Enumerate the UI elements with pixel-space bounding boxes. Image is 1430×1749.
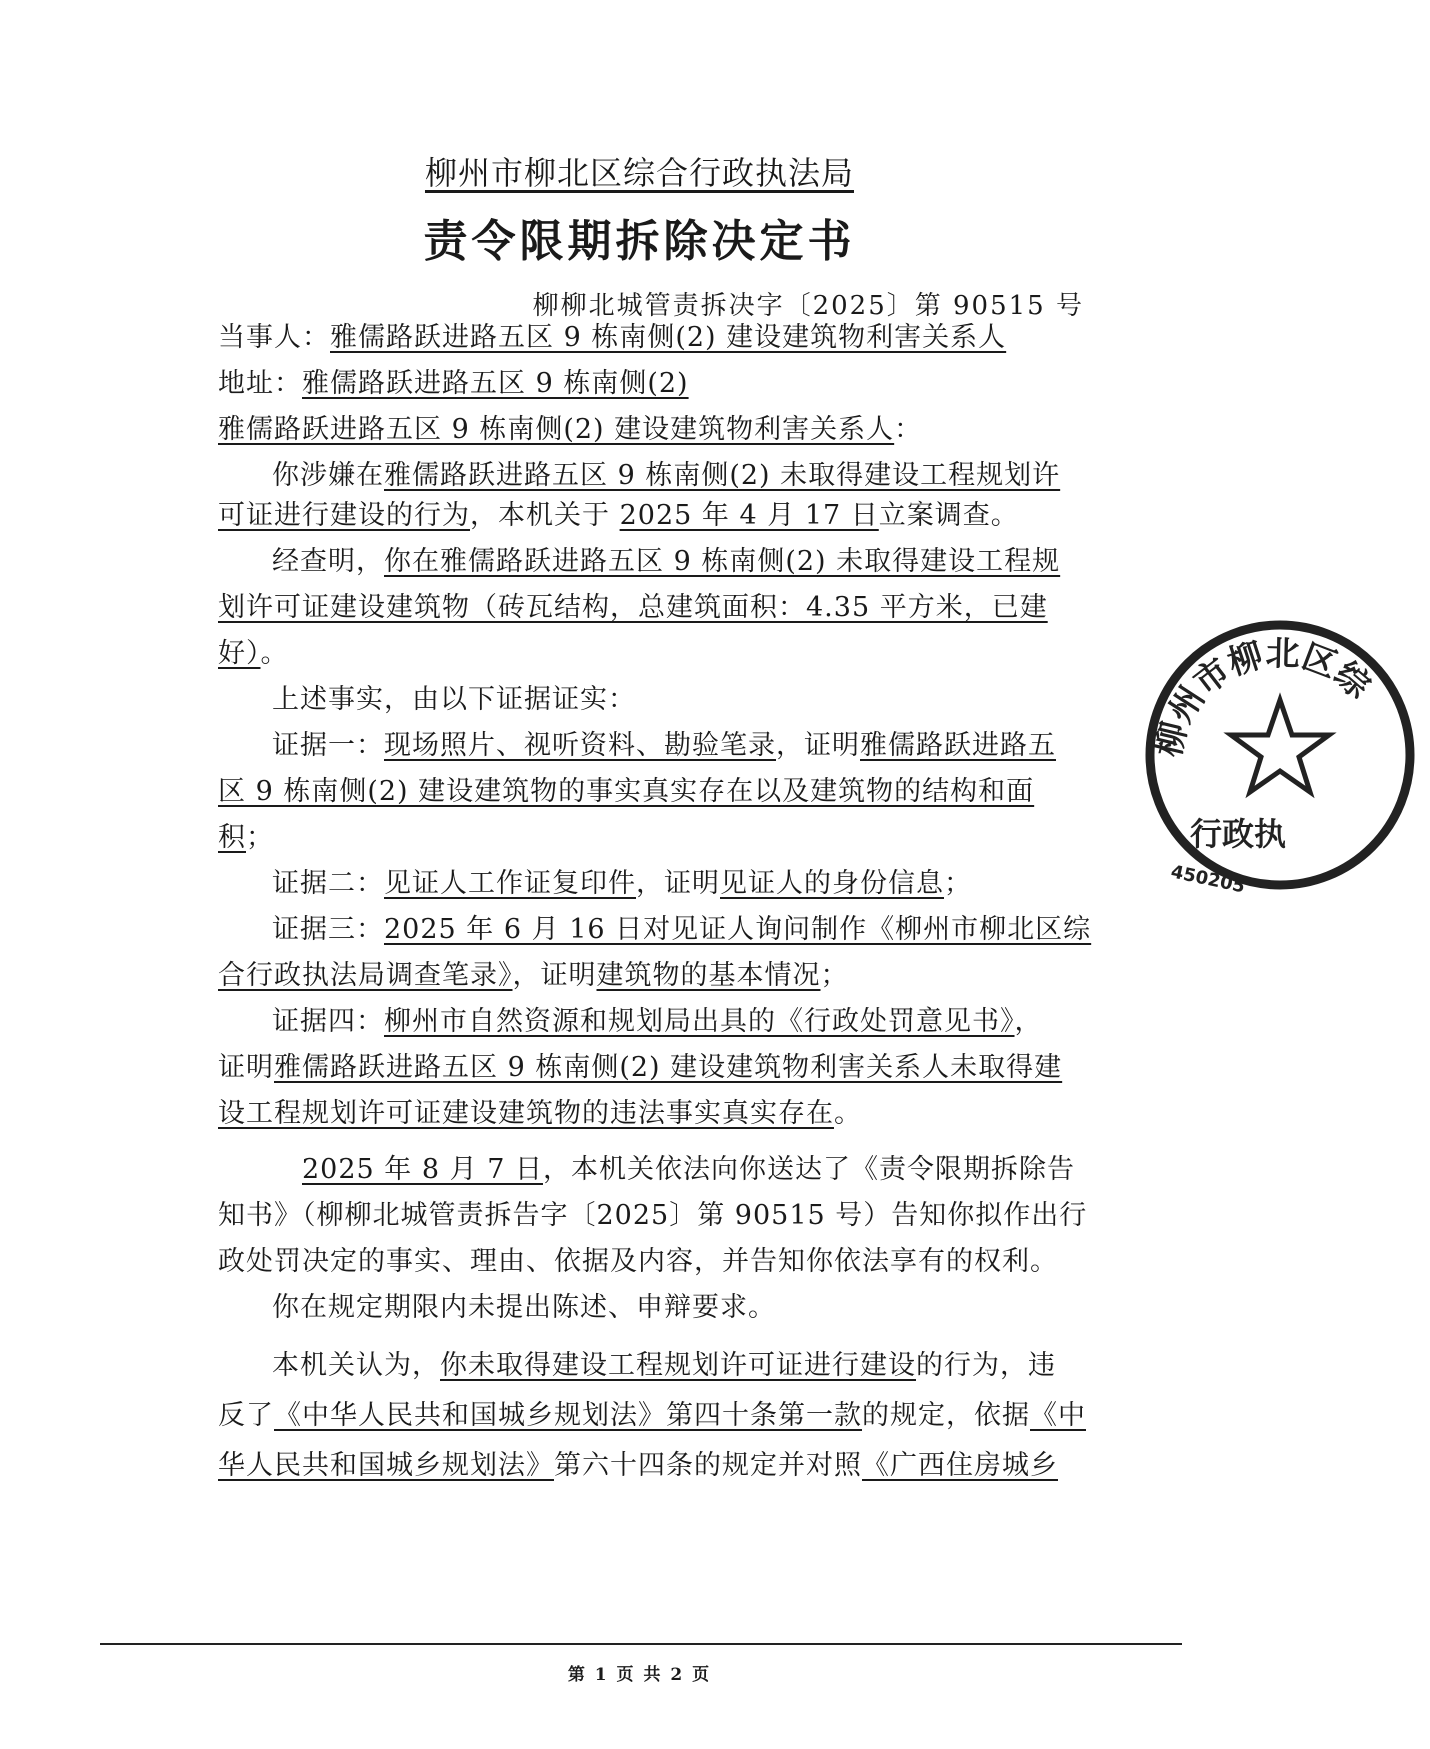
addressee: 雅儒路跃进路五区 9 栋南侧(2) 建设建筑物利害关系人	[218, 414, 895, 445]
agency-name: 柳州市柳北区综合行政执法局	[424, 154, 854, 192]
text-run: 证明	[218, 1052, 274, 1083]
text-run: 2025 年 8 月 7 日	[302, 1154, 543, 1185]
evidence-1-line-2	[218, 772, 1078, 812]
text-run: 你在规定期限内未提出陈述、申辩要求。	[272, 1292, 776, 1323]
evidence-1-line-3	[218, 818, 1078, 858]
text-run: ，本机关依法向你送达了《责令限期拆除告	[542, 1154, 1075, 1185]
text-run: 合行政执法局调查笔录》	[218, 960, 513, 991]
addressee-colon: ：	[894, 414, 923, 445]
evidence-4-line-2	[218, 1048, 1078, 1088]
text-run: 华人民共和国城乡规划法》	[218, 1450, 554, 1481]
text-run: 设工程规划许可证建设建筑物的违法事实真实存在	[218, 1098, 834, 1129]
text-run: 2025 年 4 月 17 日	[619, 500, 879, 531]
seal-top-text-value: 柳州市柳北区综	[1148, 633, 1378, 761]
text-run: 雅儒路跃进路五区 9 栋南侧(2) 未取得建设工程规划许	[384, 460, 1061, 491]
text-run: 证据二：	[272, 868, 384, 899]
text-run: 的规定，依据	[862, 1400, 1030, 1431]
paragraph-6-line-1	[218, 1346, 1132, 1386]
text-run: 的行为，违	[916, 1350, 1056, 1381]
text-run: 证据三：	[272, 914, 384, 945]
address-label: 地址：	[218, 368, 302, 399]
text-run: 见证人工作证复印件	[384, 868, 636, 899]
text-run: 区 9 栋南侧(2) 建设建筑物的事实真实存在以及建筑物的结构和面	[218, 776, 1035, 807]
paragraph-2-line-1	[218, 542, 1132, 582]
official-seal	[1130, 605, 1430, 905]
text-run: ，证明	[636, 868, 720, 899]
paragraph-4-line-1	[218, 1150, 1162, 1190]
evidence-2	[218, 864, 1132, 904]
text-run: 《中华人民共和国城乡规划法》第四十条第一款	[274, 1400, 862, 1431]
text-run: 建筑物的基本情况	[596, 960, 821, 991]
text-run: 证据四：	[272, 1006, 384, 1037]
paragraph-2-line-3	[218, 634, 1078, 674]
text-run: ；	[944, 868, 972, 899]
text-run: 划许可证建设建筑物（砖瓦结构，总建筑面积：4.35 平方米，已建	[218, 592, 1048, 623]
seal-bottom-text: 行政执	[1190, 815, 1287, 853]
page-footer: 第 1 页 共 2 页	[567, 1665, 712, 1685]
text-run: 你未取得建设工程规划许可证进行建设	[440, 1350, 916, 1381]
text-run: 见证人的身份信息	[720, 868, 944, 899]
text-run: 经查明，	[272, 546, 384, 577]
paragraph-2-line-2	[218, 588, 1078, 628]
text-run: 好）	[218, 638, 261, 669]
addressee-line	[218, 410, 1078, 450]
evidence-3-line-1	[218, 910, 1132, 950]
party-value: 雅儒路跃进路五区 9 栋南侧(2) 建设建筑物利害关系人	[330, 322, 1007, 353]
seal-star-icon	[1231, 700, 1329, 792]
text-run: 。	[260, 638, 289, 669]
text-run: ；	[820, 960, 849, 991]
text-run: 你在雅儒路跃进路五区 9 栋南侧(2) 未取得建设工程规	[384, 546, 1061, 577]
paragraph-6-line-2	[218, 1396, 1086, 1436]
address-value: 雅儒路跃进路五区 9 栋南侧(2)	[302, 368, 689, 399]
seal-top-text	[1149, 634, 1379, 761]
text-run: 现场照片、视听资料、勘验笔录	[384, 730, 776, 761]
paragraph-4-line-2	[218, 1196, 1088, 1236]
text-run: 雅儒路跃进路五区 9 栋南侧(2) 建设建筑物利害关系人未取得建	[274, 1052, 1063, 1083]
text-run: 2025 年 6 月 16 日对见证人询问制作《柳州市柳北区综	[384, 914, 1092, 945]
text-run: 政处罚决定的事实、理由、依据及内容，并告知你依法享有的权利。	[218, 1246, 1058, 1277]
text-run: ，证明	[512, 960, 597, 991]
text-run: 。	[834, 1098, 862, 1129]
text-run: 证据一：	[272, 730, 384, 761]
text-run: 《广西住房城乡	[862, 1450, 1058, 1481]
text-run: ，	[1014, 1006, 1043, 1037]
seal-code: 450205	[1168, 861, 1247, 898]
paragraph-1-line-2	[218, 496, 1078, 536]
bottom-divider	[100, 1643, 1182, 1645]
paragraph-6-line-3	[218, 1446, 1078, 1486]
text-run: 第六十四条的规定并对照	[554, 1450, 862, 1481]
evidence-3-line-2	[218, 956, 1078, 996]
paragraph-3	[218, 680, 1132, 720]
text-run: 你涉嫌在	[272, 460, 384, 491]
party-line	[218, 318, 1078, 358]
text-run: 立案调查。	[878, 500, 1019, 531]
text-run: 知书》（柳柳北城管责拆告字〔2025〕第 90515 号）告知你拟作出行	[218, 1200, 1088, 1231]
address-line	[218, 364, 1078, 404]
text-run: 上述事实，由以下证据证实：	[272, 684, 636, 715]
text-run: 本机关认为，	[272, 1350, 440, 1381]
party-label: 当事人：	[218, 322, 330, 353]
text-run: ，本机关于	[470, 500, 620, 531]
text-run: 可证进行建设的行为	[218, 500, 470, 531]
paragraph-1-line-1	[218, 456, 1132, 496]
evidence-4-line-1	[218, 1002, 1132, 1042]
text-run: ，证明	[776, 730, 860, 761]
text-run: 柳州市自然资源和规划局出具的《行政处罚意见书》	[384, 1006, 1015, 1037]
text-run: 反了	[218, 1400, 274, 1431]
text-run: 积	[218, 822, 246, 853]
text-run: ；	[246, 822, 274, 853]
document-number: 柳柳北城管责拆决字〔2025〕第 90515 号	[532, 291, 1084, 321]
text-run: 《中	[1030, 1400, 1086, 1431]
evidence-4-line-3	[218, 1094, 1078, 1134]
text-run: 雅儒路跃进路五	[860, 730, 1056, 761]
paragraph-5	[218, 1288, 1132, 1328]
document-title: 责令限期拆除决定书	[423, 216, 856, 267]
evidence-1-line-1	[218, 726, 1132, 766]
paragraph-4-line-3	[218, 1242, 1078, 1282]
